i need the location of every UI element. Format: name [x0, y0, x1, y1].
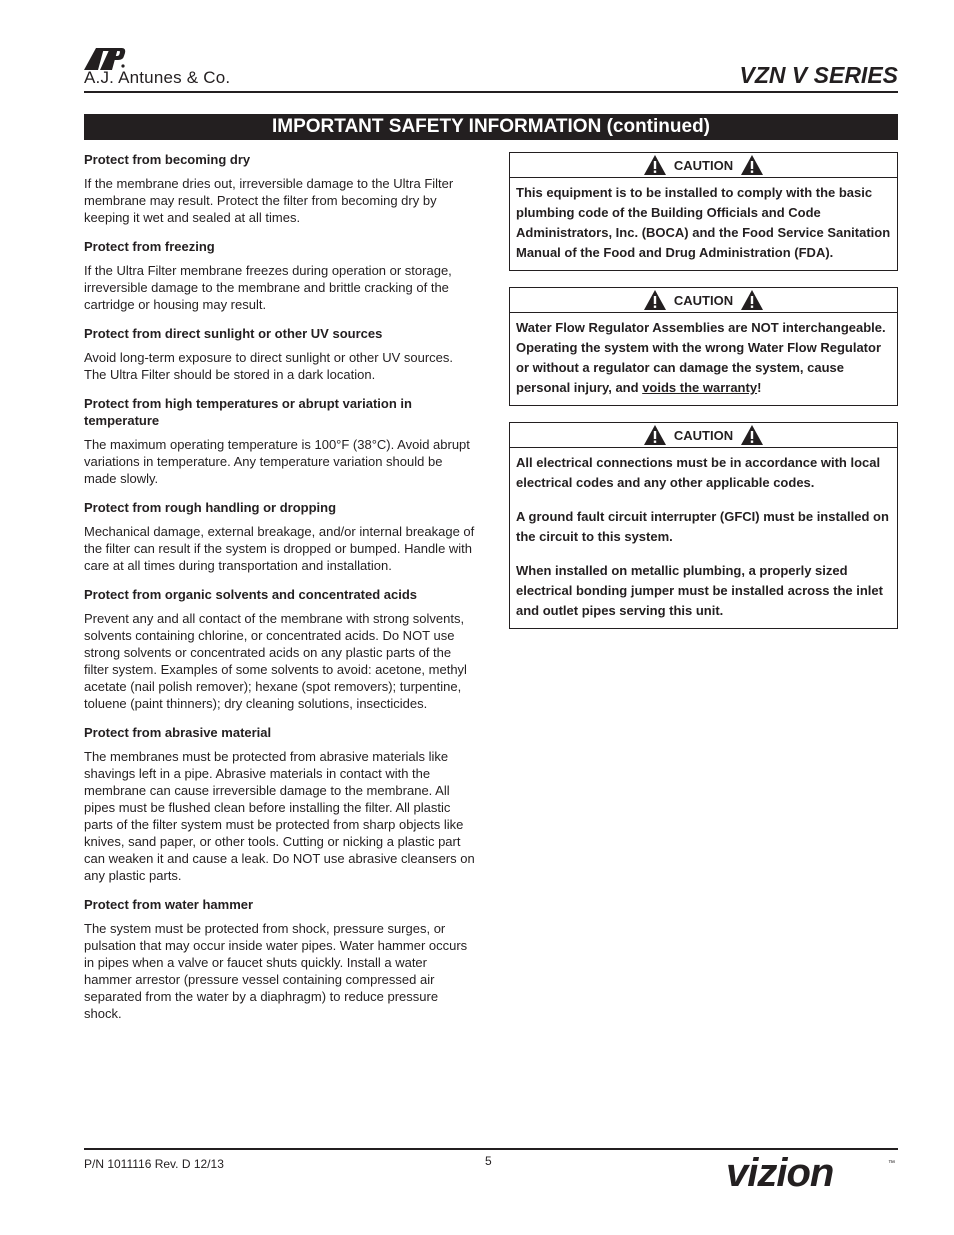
caution-text: A ground fault circuit interrupter (GFCI) must be installed on the circuit to this system. — [516, 509, 889, 544]
series-title: VZN V SERIES — [739, 62, 898, 88]
warning-triangle-icon — [644, 425, 666, 445]
page-header — [84, 44, 898, 92]
warning-triangle-icon — [741, 425, 763, 445]
trademark-symbol: ™ — [888, 1160, 895, 1167]
caution-label: CAUTION — [673, 157, 734, 173]
section-heading: Protect from rough handling or dropping — [84, 500, 337, 515]
vizion-logo — [726, 1151, 898, 1193]
caution-header — [510, 153, 897, 178]
caution-text-end: ! — [757, 380, 762, 395]
section-body: The maximum operating temperature is 100°F (38°C). Avoid abrupt variations in temperature. Any temperature variation should be made slowly. — [84, 437, 470, 486]
warning-triangle-icon — [741, 290, 763, 310]
caution-header — [510, 288, 897, 313]
caution-column — [509, 152, 898, 645]
caution-body — [510, 313, 897, 405]
section-heading: Protect from abrasive material — [84, 725, 272, 740]
company-name: A.J. Antunes & Co. — [84, 68, 231, 87]
company-logo — [84, 44, 264, 90]
page-number: 5 — [485, 1154, 492, 1168]
caution-label: CAUTION — [673, 292, 734, 308]
section-body: Mechanical damage, external breakage, and/or internal breakage of the filter can result if the system is dropped or bumped. Handle with care at all times during transportation and installation. — [84, 524, 475, 573]
caution-text — [516, 318, 891, 398]
warning-triangle-icon — [741, 155, 763, 175]
warranty-emphasis: voids the warranty — [642, 380, 758, 395]
section-banner: IMPORTANT SAFETY INFORMATION (continued) — [84, 114, 898, 140]
section-heading: Protect from direct sunlight or other UV sources — [84, 326, 383, 341]
section-solvents — [84, 586, 476, 712]
caution-box-electrical — [509, 422, 898, 629]
warning-triangle-icon — [644, 155, 666, 175]
section-sunlight — [84, 325, 476, 383]
section-body: If the Ultra Filter membrane freezes during operation or storage, irreversible damage to the membrane and brittle cracking of the cartridge or housing may result. — [84, 263, 452, 312]
caution-text-main: Water Flow Regulator Assemblies are NOT interchangeable. Operating the system with the wrong Water Flow Regulator or without a regulator can damage the system, cause personal injury, and — [516, 320, 886, 395]
section-heading: Protect from water hammer — [84, 897, 254, 912]
footer-divider — [84, 1148, 898, 1150]
caution-label: CAUTION — [673, 427, 734, 443]
safety-sections — [84, 151, 476, 1034]
section-temperature — [84, 395, 476, 487]
section-body: Avoid long-term exposure to direct sunlight or other UV sources. The Ultra Filter should be stored in a dark location. — [84, 350, 453, 382]
caution-body — [510, 448, 897, 628]
section-heading: Protect from freezing — [84, 239, 215, 254]
section-body: The membranes must be protected from abrasive materials like shavings left in a pipe. Abrasive materials in contact with the membrane can cause irreversible damage to the membrane. All pipes must be flushed clean before installing the filter. All plastic parts of the filter system must be protected from sharp objects like knives, sand paper, or other tools. Cutting or nicking a plastic part can weaken it and cause a leak. Do NOT use abrasive cleansers on any plastic parts. — [84, 749, 475, 883]
section-heading: Protect from organic solvents and concentrated acids — [84, 587, 418, 602]
brand-wordmark: vizion — [726, 1151, 834, 1193]
section-dry — [84, 151, 476, 226]
caution-header — [510, 423, 897, 448]
section-freezing — [84, 238, 476, 313]
caution-box-plumbing-code — [509, 152, 898, 271]
section-heading: Protect from high temperatures or abrupt variation in temperature — [84, 396, 412, 428]
caution-box-flow-regulator — [509, 287, 898, 406]
header-divider — [84, 91, 898, 93]
section-handling — [84, 499, 476, 574]
caution-text: All electrical connections must be in accordance with local electrical codes and any other applicable codes. — [516, 455, 881, 490]
section-body: If the membrane dries out, irreversible damage to the Ultra Filter membrane may result. Protect the filter from becoming dry by keeping it wet and sealed at all times. — [84, 176, 454, 225]
section-water-hammer — [84, 896, 476, 1022]
section-abrasive — [84, 724, 476, 884]
caution-text: This equipment is to be installed to comply with the basic plumbing code of the Building Officials and Code Administrators, Inc. (BOCA) and the Food Service Sanitation Manual of the Food and Drug Administration (FDA). — [516, 185, 891, 260]
caution-body — [510, 178, 897, 270]
part-number: P/N 1011116 Rev. D 12/13 — [84, 1157, 224, 1171]
section-heading: Protect from becoming dry — [84, 152, 251, 167]
caution-text: When installed on metallic plumbing, a properly sized electrical bonding jumper must be installed across the inlet and outlet pipes serving this unit. — [516, 563, 883, 618]
section-body: Prevent any and all contact of the membrane with strong solvents, solvents containing chlorine, or concentrated acids. Do NOT use strong solvents or concentrated acids on any plastic parts of the filter system. Examples of some solvents to avoid: acetone, methyl acetate (nail polish remover); hexane (spot removers); turpentine, toluene (paint thinners); dry cleaning solutions, insecticides. — [84, 611, 467, 711]
section-body: The system must be protected from shock, pressure surges, or pulsation that may occur inside water pipes. Water hammer occurs in pipes when a valve or faucet shuts quickly. Install a water hammer arrestor (pressure vessel containing compressed air separated from the water by a diaphragm) to reduce pressure shock. — [84, 921, 468, 1021]
warning-triangle-icon — [644, 290, 666, 310]
